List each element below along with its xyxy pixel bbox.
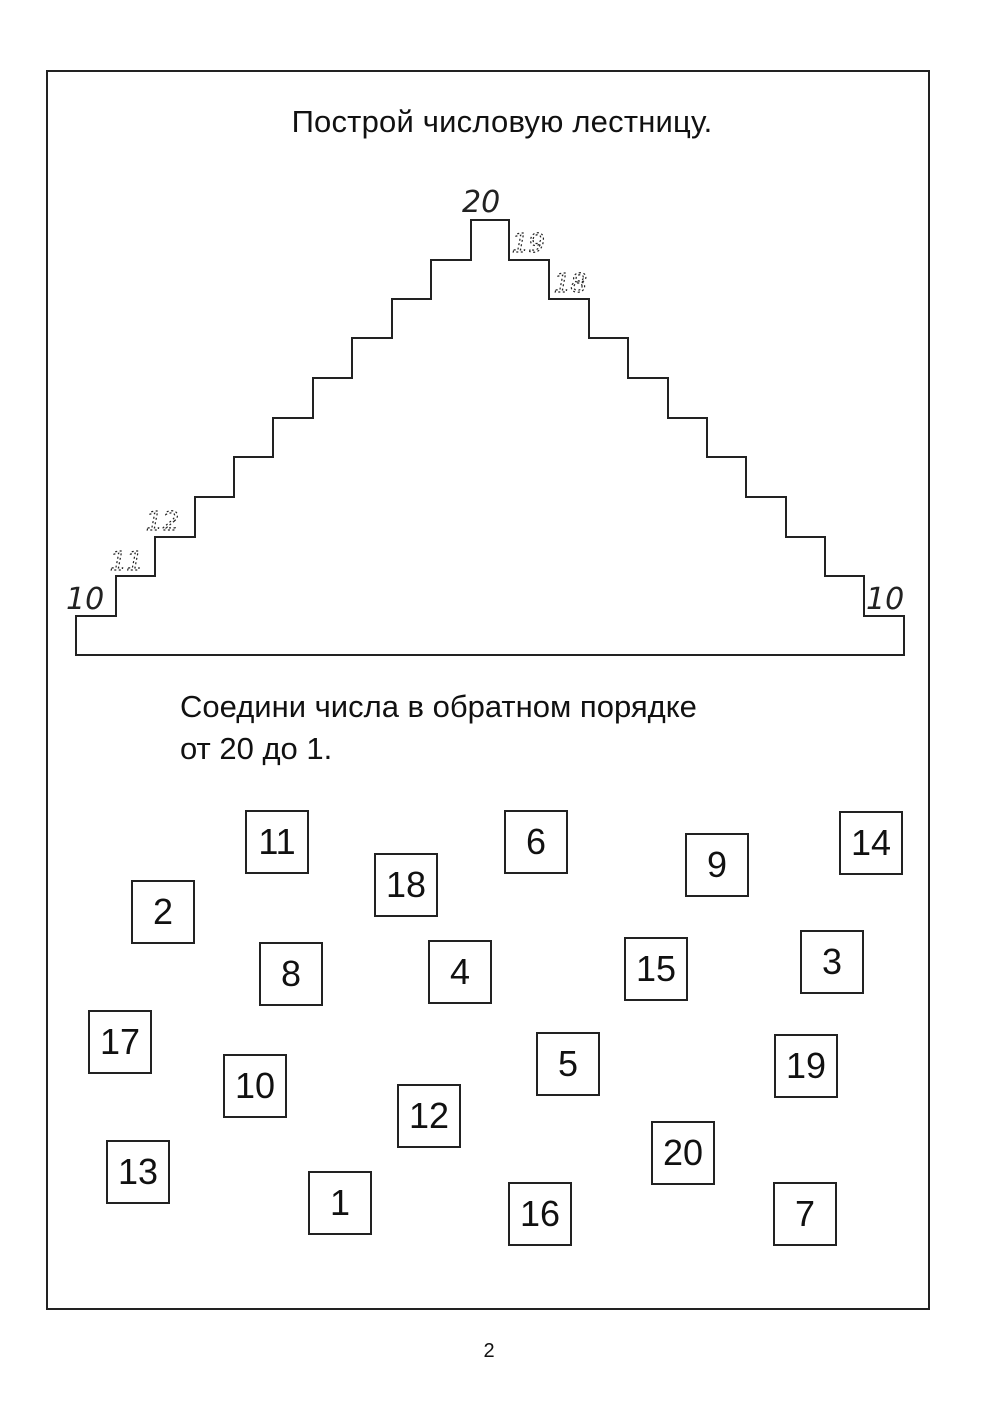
staircase-outline [76, 220, 904, 655]
number-box[interactable]: 8 [259, 942, 323, 1006]
number-box[interactable]: 20 [651, 1121, 715, 1185]
number-box[interactable]: 10 [223, 1054, 287, 1118]
number-box[interactable]: 19 [774, 1034, 838, 1098]
stair-label-left-2: 11 [110, 547, 144, 577]
page-number: 2 [483, 1340, 495, 1362]
number-box[interactable]: 11 [245, 810, 309, 874]
number-box[interactable]: 17 [88, 1010, 152, 1074]
number-box[interactable]: 4 [428, 940, 492, 1004]
stair-label-left-3: 12 [146, 507, 180, 537]
stair-label-right-3: 10 [866, 582, 905, 617]
task2-instruction-line2: от 20 до 1. [180, 731, 333, 766]
task2-instruction [180, 686, 697, 770]
number-box[interactable]: 16 [508, 1182, 572, 1246]
number-box[interactable]: 7 [773, 1182, 837, 1246]
number-box[interactable]: 14 [839, 811, 903, 875]
number-staircase [0, 0, 1004, 700]
number-box[interactable]: 13 [106, 1140, 170, 1204]
number-box[interactable]: 12 [397, 1084, 461, 1148]
stair-label-right-1: 19 [512, 229, 546, 259]
number-box[interactable]: 15 [624, 937, 688, 1001]
stair-label-top: 20 [462, 185, 501, 220]
task2-instruction-line1: Соедини числа в обратном порядке [180, 689, 697, 724]
number-box[interactable]: 18 [374, 853, 438, 917]
stair-label-right-2: 18 [554, 269, 588, 299]
task1-instruction: Построй числовую лестницу. [291, 104, 713, 139]
number-box[interactable]: 3 [800, 930, 864, 994]
number-box[interactable]: 5 [536, 1032, 600, 1096]
number-box[interactable]: 6 [504, 810, 568, 874]
stair-label-left-1: 10 [66, 582, 105, 617]
number-box[interactable]: 2 [131, 880, 195, 944]
number-box[interactable]: 9 [685, 833, 749, 897]
number-box[interactable]: 1 [308, 1171, 372, 1235]
